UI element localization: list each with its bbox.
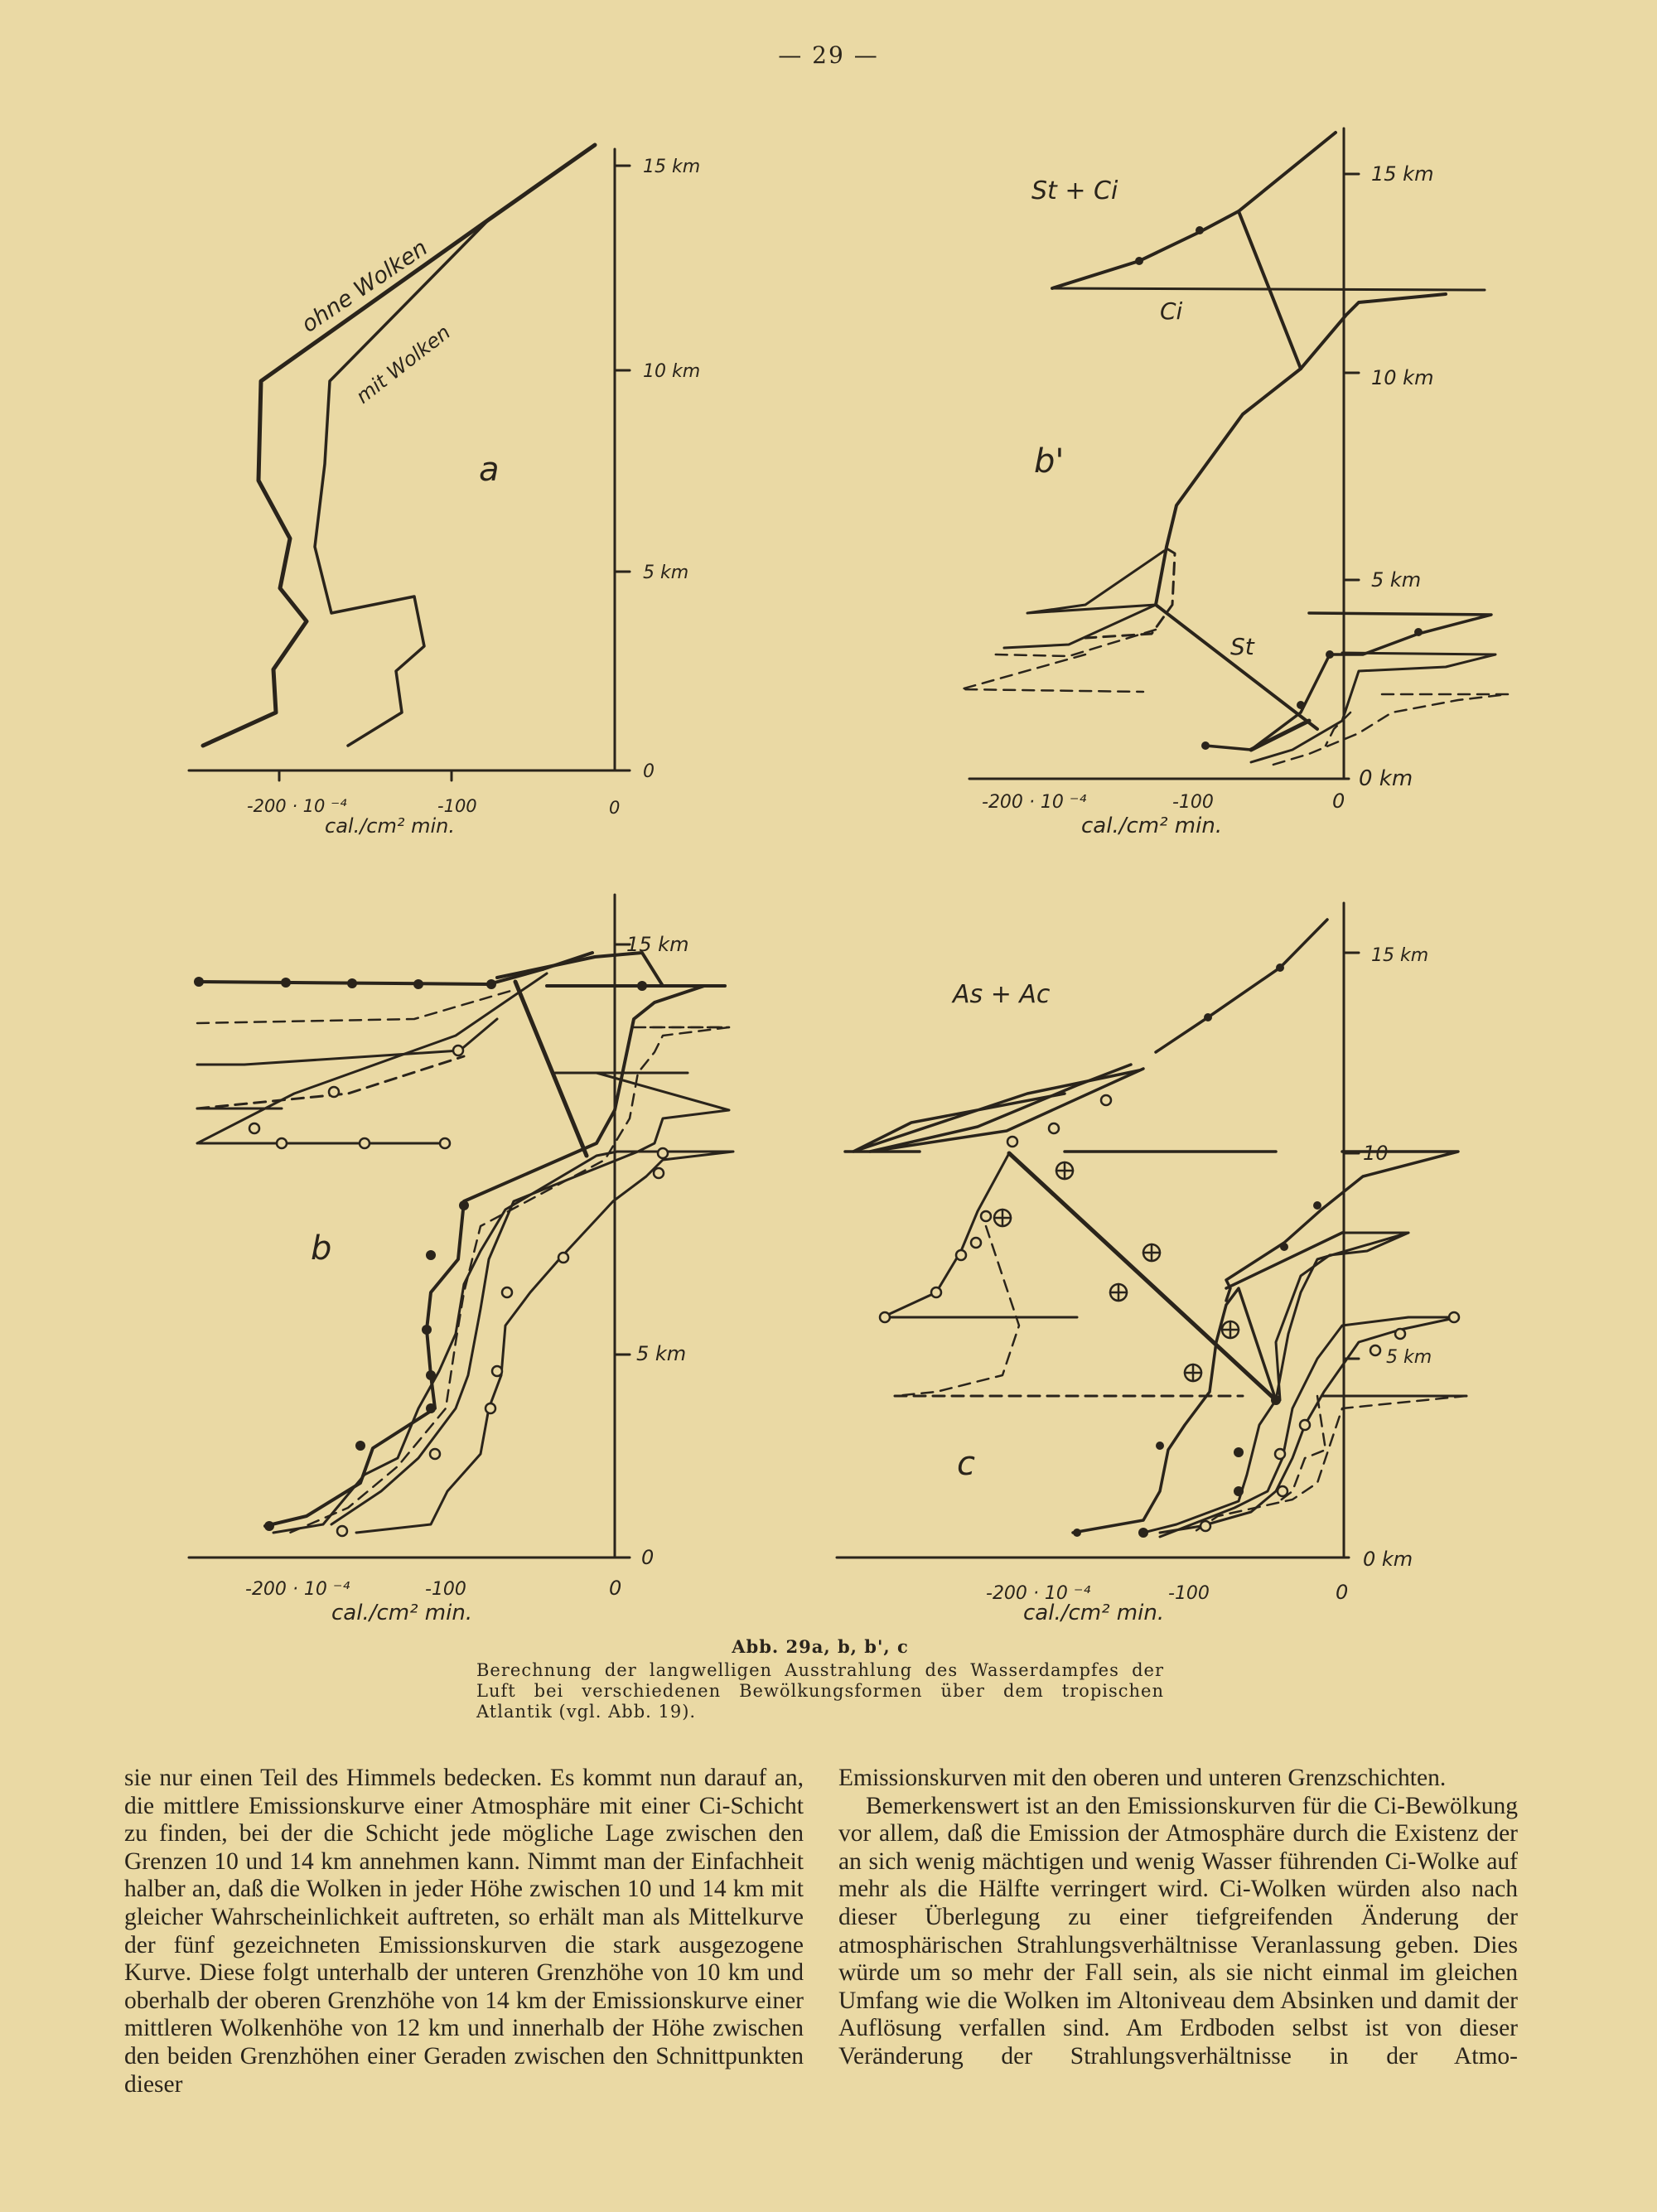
panel-bp-tick-15: 15 km — [1371, 162, 1434, 186]
panel-c-tick-5: 5 km — [1386, 1347, 1432, 1368]
panel-b-x-tick-0: 0 — [609, 1577, 622, 1600]
panel-a-x-tick-0: 0 — [609, 798, 621, 818]
panel-bp-tick-10: 10 km — [1371, 366, 1434, 389]
body-paragraph-right-2: Bemerkenswert ist an den Emissionskurven für die Ci-Bewölkung vor allem, daß die Emission der Atmosphäre durch die Existenz der an sich wenig mächtigen und wenig Wasser führenden Ci-Wolke auf mehr als die Hälfte verringert wird. Ci-Wolken würden also nach dieser Überlegung zu einer tiefgreifenden Änderung der atmosphärischen Strahlungsverhältnisse Veranlassung geben. Dies würde um so mehr der Fall sein, als sie nicht einmal im gleichen Umfang wie die Wolken im Altoniveau dem Absinken und damit der Auflösung verfallen sind. Am Erdboden selbst ist von dieser Veränderung der Strahlungsverhältnisse in der Atmo- — [838, 1792, 1518, 2070]
body-paragraph-right-1: Emissionskurven mit den oberen und unteren Grenzschichten. — [838, 1765, 1447, 1791]
panel-bp-x-tick-0: 0 — [1332, 790, 1345, 813]
panel-b-prime — [961, 128, 1508, 838]
panel-bp-cloud-label: St + Ci — [1031, 176, 1118, 205]
panel-c-mean-curve — [1009, 1153, 1276, 1400]
panel-c-letter: c — [957, 1445, 975, 1483]
panel-a-x-unit: cal./cm² min. — [325, 814, 455, 838]
panel-a-curve-ohne-wolken — [203, 145, 595, 746]
panel-bp-x-tick-100: -100 — [1172, 792, 1214, 813]
body-paragraph-left: sie nur einen Teil des Himmels bedecken. Es kommt nun darauf an, die mittlere Emissionskurve einer Atmosphäre mit einer Ci-Schicht zu finden, bei der die Schicht jede mögliche Lage zwischen den Grenzen 10 und 14 km annehmen kann. Nimmt man der Einfachheit halber an, daß die Wolken in jeder Höhe zwischen 10 und 14 km mit gleicher Wahrscheinlichkeit auftreten, so erhält man als Mittelkurve der fünf gezeichneten Emissionskurven die stark ausgezogene Kurve. Diese folgt unterhalb der unteren Grenzhöhe von 10 km und oberhalb der oberen Grenzhöhe von 14 km der Emissionskurve einer mittleren Wolkenhöhe von 12 km und innerhalb der Höhe zwischen den beiden Grenzhöhen einer Geraden zwischen den Schnittpunkten dieser — [124, 1765, 804, 2098]
panel-bp-x-tick-200: -200 · 10 ⁻⁴ — [982, 792, 1087, 813]
page-number: — 29 — — [778, 41, 879, 69]
panel-c-x-unit: cal./cm² min. — [1023, 1601, 1165, 1625]
body-column-right — [838, 1765, 1518, 2071]
panel-b-tick-5: 5 km — [636, 1342, 687, 1365]
panel-a-letter: a — [479, 451, 500, 489]
panel-a-label-mit-wolken: mit Wolken — [351, 320, 455, 408]
panel-bp-x-unit: cal./cm² min. — [1081, 814, 1223, 838]
panel-b-letter: b — [311, 1229, 332, 1268]
panel-c-cloud-label: As + Ac — [953, 980, 1051, 1009]
panel-a-tick-5: 5 km — [643, 563, 689, 583]
figure-caption — [476, 1636, 1164, 1722]
body-column-left — [124, 1765, 804, 2099]
panel-bp-label-st: St — [1230, 633, 1254, 660]
panel-b-mean-curve — [515, 982, 587, 1156]
panel-b-x-tick-200: -200 · 10 ⁻⁴ — [245, 1579, 350, 1600]
panel-bp-tick-0: 0 km — [1359, 766, 1413, 791]
panel-bp-letter: b' — [1034, 442, 1065, 481]
panel-c-tick-10: 10 — [1363, 1142, 1389, 1165]
panel-a — [189, 145, 700, 838]
panel-a-tick-15: 15 km — [643, 157, 701, 177]
panel-c-tick-15: 15 km — [1371, 945, 1429, 966]
panel-b-x-unit: cal./cm² min. — [331, 1601, 473, 1625]
panel-c-x-tick-0: 0 — [1336, 1581, 1349, 1604]
panel-b-tick-15: 15 km — [626, 933, 689, 956]
caption-text: Berechnung der langwelligen Ausstrahlung des Wasserdampfes der Luft bei verschiedenen Bewölkungsformen über dem tropischen Atlantik (vgl. Abb. 19). — [476, 1660, 1164, 1722]
panel-c — [837, 903, 1466, 1625]
panel-b — [189, 895, 733, 1625]
panel-a-x-tick-200: -200 · 10 ⁻⁴ — [247, 796, 347, 816]
panel-c-x-tick-200: -200 · 10 ⁻⁴ — [986, 1583, 1091, 1604]
panel-a-tick-10: 10 km — [643, 361, 701, 382]
panel-a-label-ohne-wolken: ohne Wolken — [297, 234, 432, 338]
panel-a-x-tick-100: -100 — [437, 796, 477, 816]
panel-c-x-tick-100: -100 — [1168, 1583, 1210, 1604]
panel-b-tick-0: 0 — [641, 1546, 655, 1569]
caption-title: Abb. 29a, b, b', c — [732, 1636, 909, 1657]
panel-a-tick-0: 0 — [643, 761, 655, 782]
panel-c-tick-0: 0 km — [1363, 1548, 1413, 1571]
panel-b-x-tick-100: -100 — [425, 1579, 466, 1600]
panel-bp-label-ci: Ci — [1160, 297, 1183, 325]
panel-bp-tick-5: 5 km — [1371, 568, 1422, 592]
